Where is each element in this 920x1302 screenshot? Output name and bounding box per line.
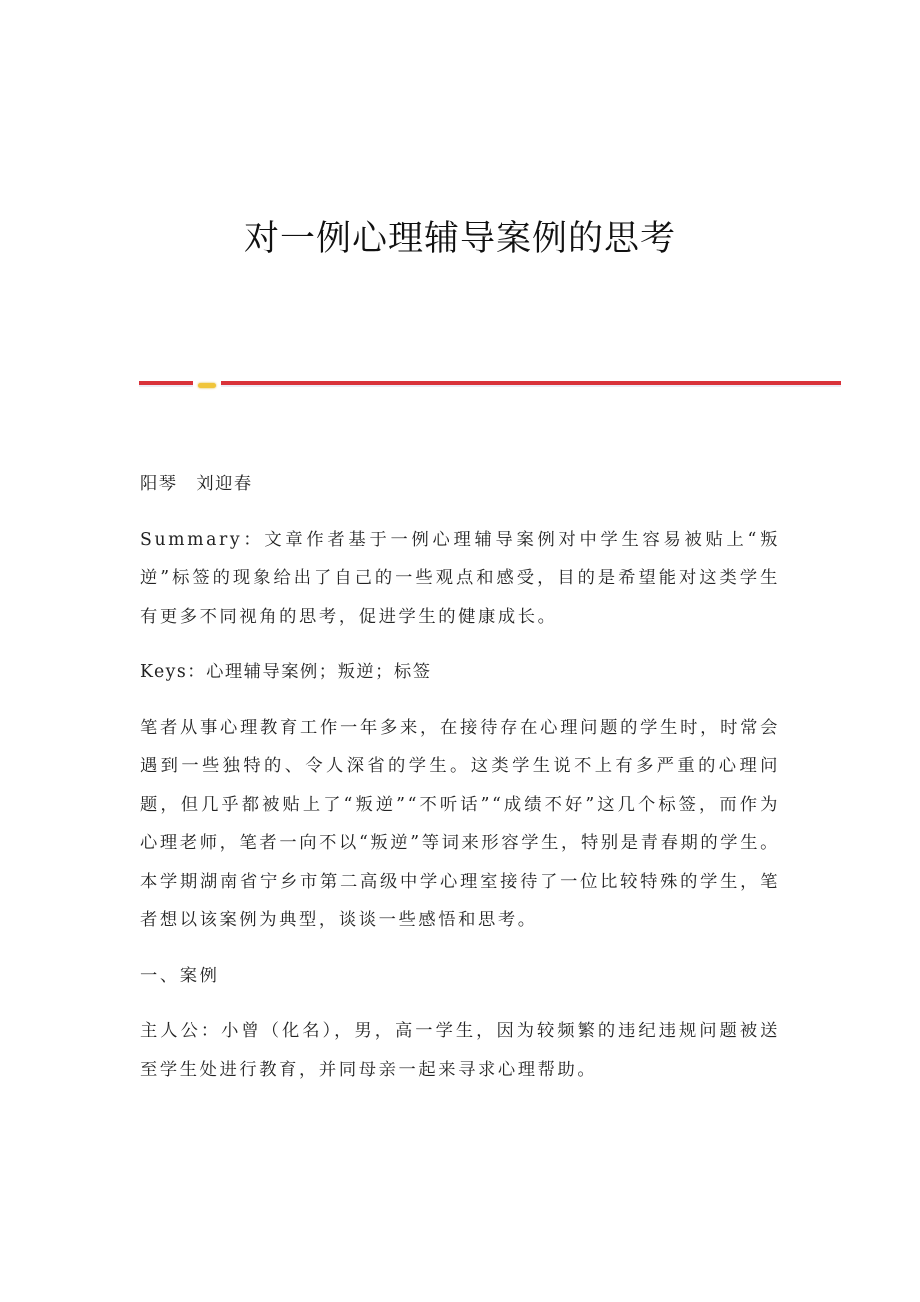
- keywords-paragraph: [140, 653, 780, 692]
- title-divider: [139, 381, 841, 387]
- summary-label: Summary：: [140, 529, 265, 550]
- divider-line-left: [139, 381, 193, 385]
- divider-line-right: [221, 381, 841, 385]
- divider-accent-pill: [198, 383, 216, 388]
- document-body: [140, 465, 780, 1089]
- keys-text: 心理辅导案例；叛逆；标签: [206, 662, 432, 682]
- section-heading: 一、案例: [140, 965, 220, 986]
- case-paragraph: 主人公：小曾（化名），男，高一学生，因为较频繁的违纪违规问题被送至学生处进行教育，并同母亲一起来寻求心理帮助。: [140, 1021, 780, 1080]
- document-title: 对一例心理辅导案例的思考: [243, 219, 676, 259]
- keys-label: Keys：: [140, 662, 207, 682]
- intro-paragraph: 笔者从事心理教育工作一年多来，在接待存在心理问题的学生时，时常会遇到一些独特的、令人深省的学生。这类学生说不上有多严重的心理问题，但几乎都被贴上了“叛逆”“不听话”“成绩不好”这几个标签，而作为心理老师，笔者一向不以“叛逆”等词来形容学生，特别是青春期的学生。本学期湖南省宁乡市第二高级中学心理室接待了一位比较特殊的学生，笔者想以该案例为典型，谈谈一些感悟和思考。: [140, 717, 780, 930]
- authors: 阳琴 刘迎春: [140, 474, 253, 494]
- summary-paragraph: [140, 521, 780, 637]
- summary-text: 文章作者基于一例心理辅导案例对中学生容易被贴上“叛逆”标签的现象给出了自己的一些观点和感受，目的是希望能对这类学生有更多不同视角的思考，促进学生的健康成长。: [140, 529, 780, 627]
